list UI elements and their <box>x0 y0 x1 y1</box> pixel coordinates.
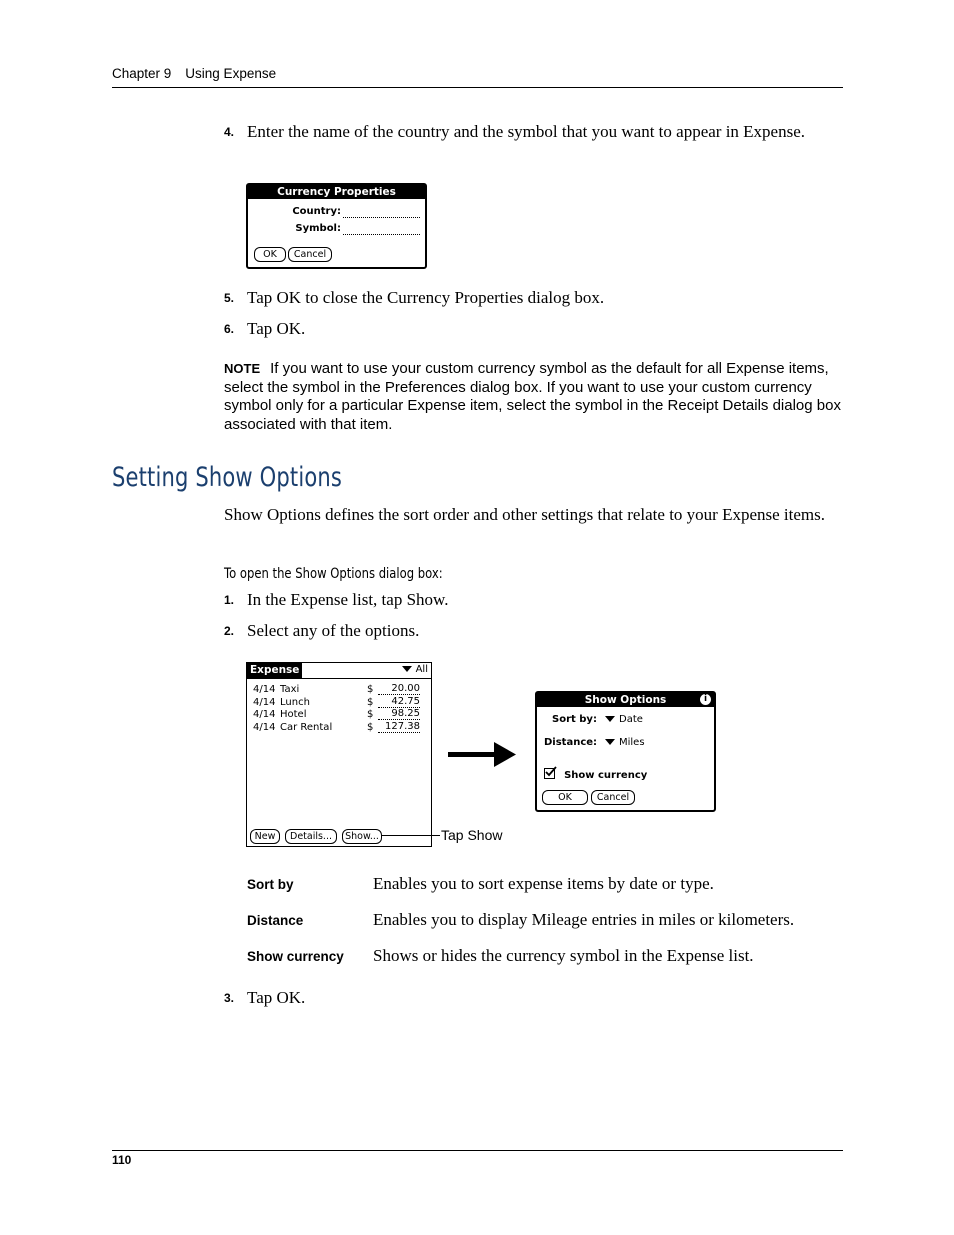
item-desc: Hotel <box>280 709 307 720</box>
list-item[interactable] <box>253 709 423 722</box>
sort-by-picker[interactable] <box>605 714 643 725</box>
definition-term: Distance <box>247 913 304 928</box>
definition-desc: Shows or hides the currency symbol in the Expense list. <box>373 946 754 965</box>
new-button[interactable]: New <box>250 829 280 844</box>
show-options-dialog <box>535 691 716 812</box>
item-desc: Taxi <box>280 684 300 695</box>
item-amount: 98.25 <box>378 709 420 720</box>
item-amount: 42.75 <box>378 697 420 708</box>
step-text: In the Expense list, tap Show. <box>247 590 449 609</box>
chapter-label: Chapter 9 <box>112 66 172 81</box>
symbol-field[interactable] <box>343 234 420 235</box>
dialog-title: Show Options <box>537 693 714 707</box>
note-label: NOTE <box>224 361 261 376</box>
step-number: 2. <box>224 624 235 638</box>
item-desc: Lunch <box>280 696 310 708</box>
item-date: 4/14 <box>253 709 276 720</box>
checkbox-box <box>544 768 555 779</box>
step-number: 4. <box>224 125 235 139</box>
running-header <box>112 66 276 81</box>
item-amount: 127.38 <box>378 722 420 733</box>
callout-line <box>381 835 440 836</box>
item-desc: Car Rental <box>280 721 333 733</box>
item-currency: $ <box>367 696 374 708</box>
sort-by-value: Date <box>619 714 643 725</box>
info-icon[interactable]: i <box>700 694 711 705</box>
checkmark-icon <box>545 766 557 778</box>
step-text: Tap OK to close the Currency Properties dialog box. <box>247 288 605 307</box>
expense-list <box>253 684 423 734</box>
item-date: 4/14 <box>253 721 276 733</box>
currency-properties-dialog <box>246 183 427 269</box>
item-currency: $ <box>367 709 374 720</box>
distance-value: Miles <box>619 737 645 748</box>
title-rule <box>247 678 431 679</box>
show-button[interactable]: Show... <box>342 829 382 844</box>
item-amount: 20.00 <box>378 684 420 695</box>
step-text: Tap OK. <box>247 988 306 1007</box>
dropdown-icon <box>605 739 615 745</box>
step-text: Select any of the options. <box>247 621 420 640</box>
note <box>224 360 844 435</box>
page-number: 110 <box>112 1153 132 1167</box>
header-rule <box>112 87 843 88</box>
dropdown-icon <box>605 716 615 722</box>
section-title: Setting Show Options <box>112 462 343 493</box>
arrow-right-icon <box>446 740 518 770</box>
definition-desc: Enables you to display Mileage entries in miles or kilometers. <box>373 910 795 929</box>
symbol-label: Symbol: <box>295 223 341 234</box>
procedure-heading: To open the Show Options dialog box: <box>224 566 443 582</box>
definition-term: Sort by <box>247 877 294 892</box>
note-text: If you want to use your custom currency symbol as the default for all Expense items, select the symbol in the Preferences dialog box. If you want to use your custom currency symbol only for a particular Expense item, select the symbol in the Receipt Details dialog box associated with that item. <box>224 360 841 434</box>
expense-title: Expense <box>247 663 302 678</box>
sort-by-label: Sort by: <box>552 714 597 725</box>
step-number: 1. <box>224 593 235 607</box>
distance-label: Distance: <box>544 737 598 748</box>
category-picker[interactable] <box>402 664 428 675</box>
step-number: 3. <box>224 991 235 1005</box>
ok-button[interactable]: OK <box>254 247 286 262</box>
show-currency-label: Show currency <box>564 770 648 781</box>
details-button[interactable]: Details... <box>285 829 337 844</box>
ok-button[interactable]: OK <box>542 790 588 805</box>
dropdown-icon <box>402 666 412 672</box>
item-date: 4/14 <box>253 696 276 708</box>
country-field[interactable] <box>343 217 420 218</box>
cancel-button[interactable]: Cancel <box>288 247 332 262</box>
step-number: 6. <box>224 322 235 336</box>
dialog-title: Currency Properties <box>248 185 425 199</box>
step-text: Enter the name of the country and the symbol that you want to appear in Expense. <box>247 122 806 141</box>
category-value: All <box>415 664 428 675</box>
country-label: Country: <box>292 206 341 217</box>
definition-desc: Enables you to sort expense items by date or type. <box>373 874 714 893</box>
footer-rule <box>112 1150 843 1151</box>
step-text: Tap OK. <box>247 319 306 338</box>
item-currency: $ <box>367 721 374 733</box>
section-intro: Show Options defines the sort order and other settings that relate to your Expense items. <box>224 505 826 524</box>
definition-term: Show currency <box>247 949 344 964</box>
list-item[interactable] <box>253 722 423 735</box>
list-item[interactable] <box>253 684 423 697</box>
step-number: 5. <box>224 291 235 305</box>
chapter-title: Using Expense <box>185 66 277 81</box>
show-currency-checkbox[interactable] <box>544 763 647 782</box>
callout-label: Tap Show <box>441 827 503 843</box>
item-currency: $ <box>367 684 374 695</box>
expense-list-screen <box>246 662 432 847</box>
distance-picker[interactable] <box>605 737 645 748</box>
cancel-button[interactable]: Cancel <box>591 790 635 805</box>
item-date: 4/14 <box>253 684 276 695</box>
